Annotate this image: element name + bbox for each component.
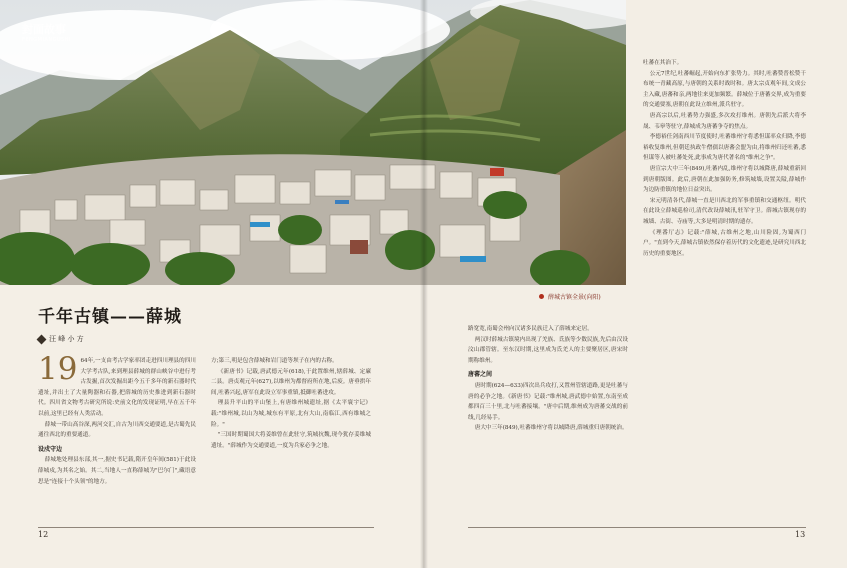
author-line <box>38 334 84 344</box>
right-column-1 <box>468 324 628 516</box>
paragraph: 两汉时薛城古镇境内出现了羌族、氐族等少数民族,先后由汉设汶山郡管辖。至东汉时期,这里成为氐羌人的主要聚居区,唐宋时期称维州。 <box>468 336 628 364</box>
caption-text: 薛城古镇全景(向阳) <box>548 294 601 301</box>
town-panorama-photo <box>0 0 626 285</box>
author-diamond-icon <box>37 334 47 344</box>
paragraph: 宋元明清各代,薛城一直是川西北的军事重镇和交通枢纽。明代在此设立薛城巡检司,清代改设薛城汛,驻军守卫。薛城古镇现存的城墙、古街、寺庙等,大多是明清时期的遗存。 <box>643 197 806 225</box>
paragraph: 路宽宽,南蜀会州向汉诸多民族迁入了薛城来定居。 <box>468 326 593 332</box>
paragraph: 公元7世纪,吐蕃崛起,开始向东扩张势力。其时,吐蕃赞普松赞干布统一青藏高原,与唐朝的关系时战时和。唐太宗贞观年间,文成公主入藏,唐蕃和亲,两地往来更加频繁。薛城位于唐蕃交界,成为重要的交通要塞,唐朝在此设立维州,派兵驻守。 <box>643 70 806 109</box>
paragraph: 唐时期(624—633)四次出兵攻打,又置州管辖道路,更是吐蕃与唐的必争之地。《新唐书》记载:"维州城,唐武德中始置,东南至成都四百三十里,北与吐蕃接壤。"唐中后期,维州成为唐蕃交战的前线,几经易手。 <box>468 382 628 421</box>
paragraph: 唐大中三年(849),吐蕃维州守将以城降唐,薛城重归唐朝统治。 <box>474 425 628 432</box>
article-title: 千年古镇——薛城 <box>38 307 182 327</box>
footer-rule-left <box>38 527 374 528</box>
footer-rule-right <box>468 527 806 528</box>
page-number-right: 13 <box>795 530 806 539</box>
photo-caption <box>539 292 601 301</box>
section-tag-en: FENGMIANGUSHI <box>22 37 72 43</box>
paragraph: 唐宣宗大中三年(849),吐蕃内乱,维州守将以城降唐,薛城重新回到唐朝版图。此后,唐朝在此加强防务,修筑城墙,设置关隘,薛城作为边防重镇的地位日益突出。 <box>643 165 806 194</box>
dropcap: 19 <box>38 356 78 387</box>
paragraph: 唐高宗以后,吐蕃势力强盛,多次攻打维州。唐朝先后派大将李晟、韦皋等驻守,薛城成为唐蕃争夺的焦点。 <box>643 112 806 130</box>
page-gutter <box>420 0 428 568</box>
paragraph: 《新唐书》记载,唐武德元年(618),于此置维州,辖薛城、定廉二县。唐贞观元年(627),以维州为都督府所在地,后废。唐垂拱年间,吐蕃兴起,唐军在此设立军事重镇,抵御吐蕃进攻。 <box>211 368 371 396</box>
left-column-1 <box>38 356 196 516</box>
section-tag-zh: 封面故事 <box>22 23 66 36</box>
subhead-tang-tibet: 唐蕃之间 <box>468 371 493 379</box>
page-number-left: 12 <box>38 530 49 539</box>
paragraph: 薛城地处理县东部,其一,据史书记载,隋开皇年间(581)于此设薛城戍,为其名之始。其二,当地人一直称薛城为"巴尔门",藏语意思是"连接十个头领"的地方。 <box>38 457 196 485</box>
paragraph: 理县升平山的平山堡上,有唐维州城遗址,据《太平寰宇记》载:"维州城,以山为城,城东有平原,北有大山,南临江,西有维城之险。" <box>211 400 371 428</box>
author-names: 汪 峰 小 方 <box>49 335 84 343</box>
paragraph: 吐蕃在其治下。 <box>643 60 683 66</box>
paragraph: 李德裕任剑南西川节度使时,吐蕃维州守将悉怛谋率众归降,李德裕收复维州,但朝廷执政牛僧孺以唐蕃会盟为由,将维州归还吐蕃,悉怛谋等人被吐蕃处死,此事成为唐代著名的"维州之争"。 <box>643 134 806 162</box>
paragraph: 《理番厅志》记载:"薛城,古维州之地,山川险固,为蜀西门户。"直到今天,薛城古镇依然保存着历代的文化遗迹,是研究川西北历史的重要地区。 <box>643 229 806 257</box>
paragraph: 薛城一带山高谷深,两河交汇,自古为川西交通要道,是古蜀先民通往西北的重要通道。 <box>38 421 196 439</box>
left-column-2 <box>211 356 371 516</box>
paragraph: "三国时期蜀国大将姜维曾在此驻守,筑城抗魏,现今犹存姜维城遗址。"薛城作为交通要道,一度为兵家必争之地。 <box>211 432 371 449</box>
paragraph: 64年,一支由考古学家率团走进四川理县的四川大学考古队,来到理县薛城的群山峡谷中进行考古发掘,首次发掘出距今五千多年的新石器时代遗址,并出土了大量陶器和石器,把薛城的历史推进到新石器时代。四川省文物考古研究所说:史前文化的发现证明,早在五千年以前,这里已经有人类活动。 <box>38 358 196 417</box>
paragraph: 方;第三,明是包含薛城和岩门道等坝子在内的古称。 <box>211 358 338 364</box>
subhead-defense: 设戍守边 <box>38 445 63 453</box>
right-column-2 <box>643 58 806 518</box>
caption-marker-icon <box>539 294 544 299</box>
section-tag <box>22 18 71 43</box>
